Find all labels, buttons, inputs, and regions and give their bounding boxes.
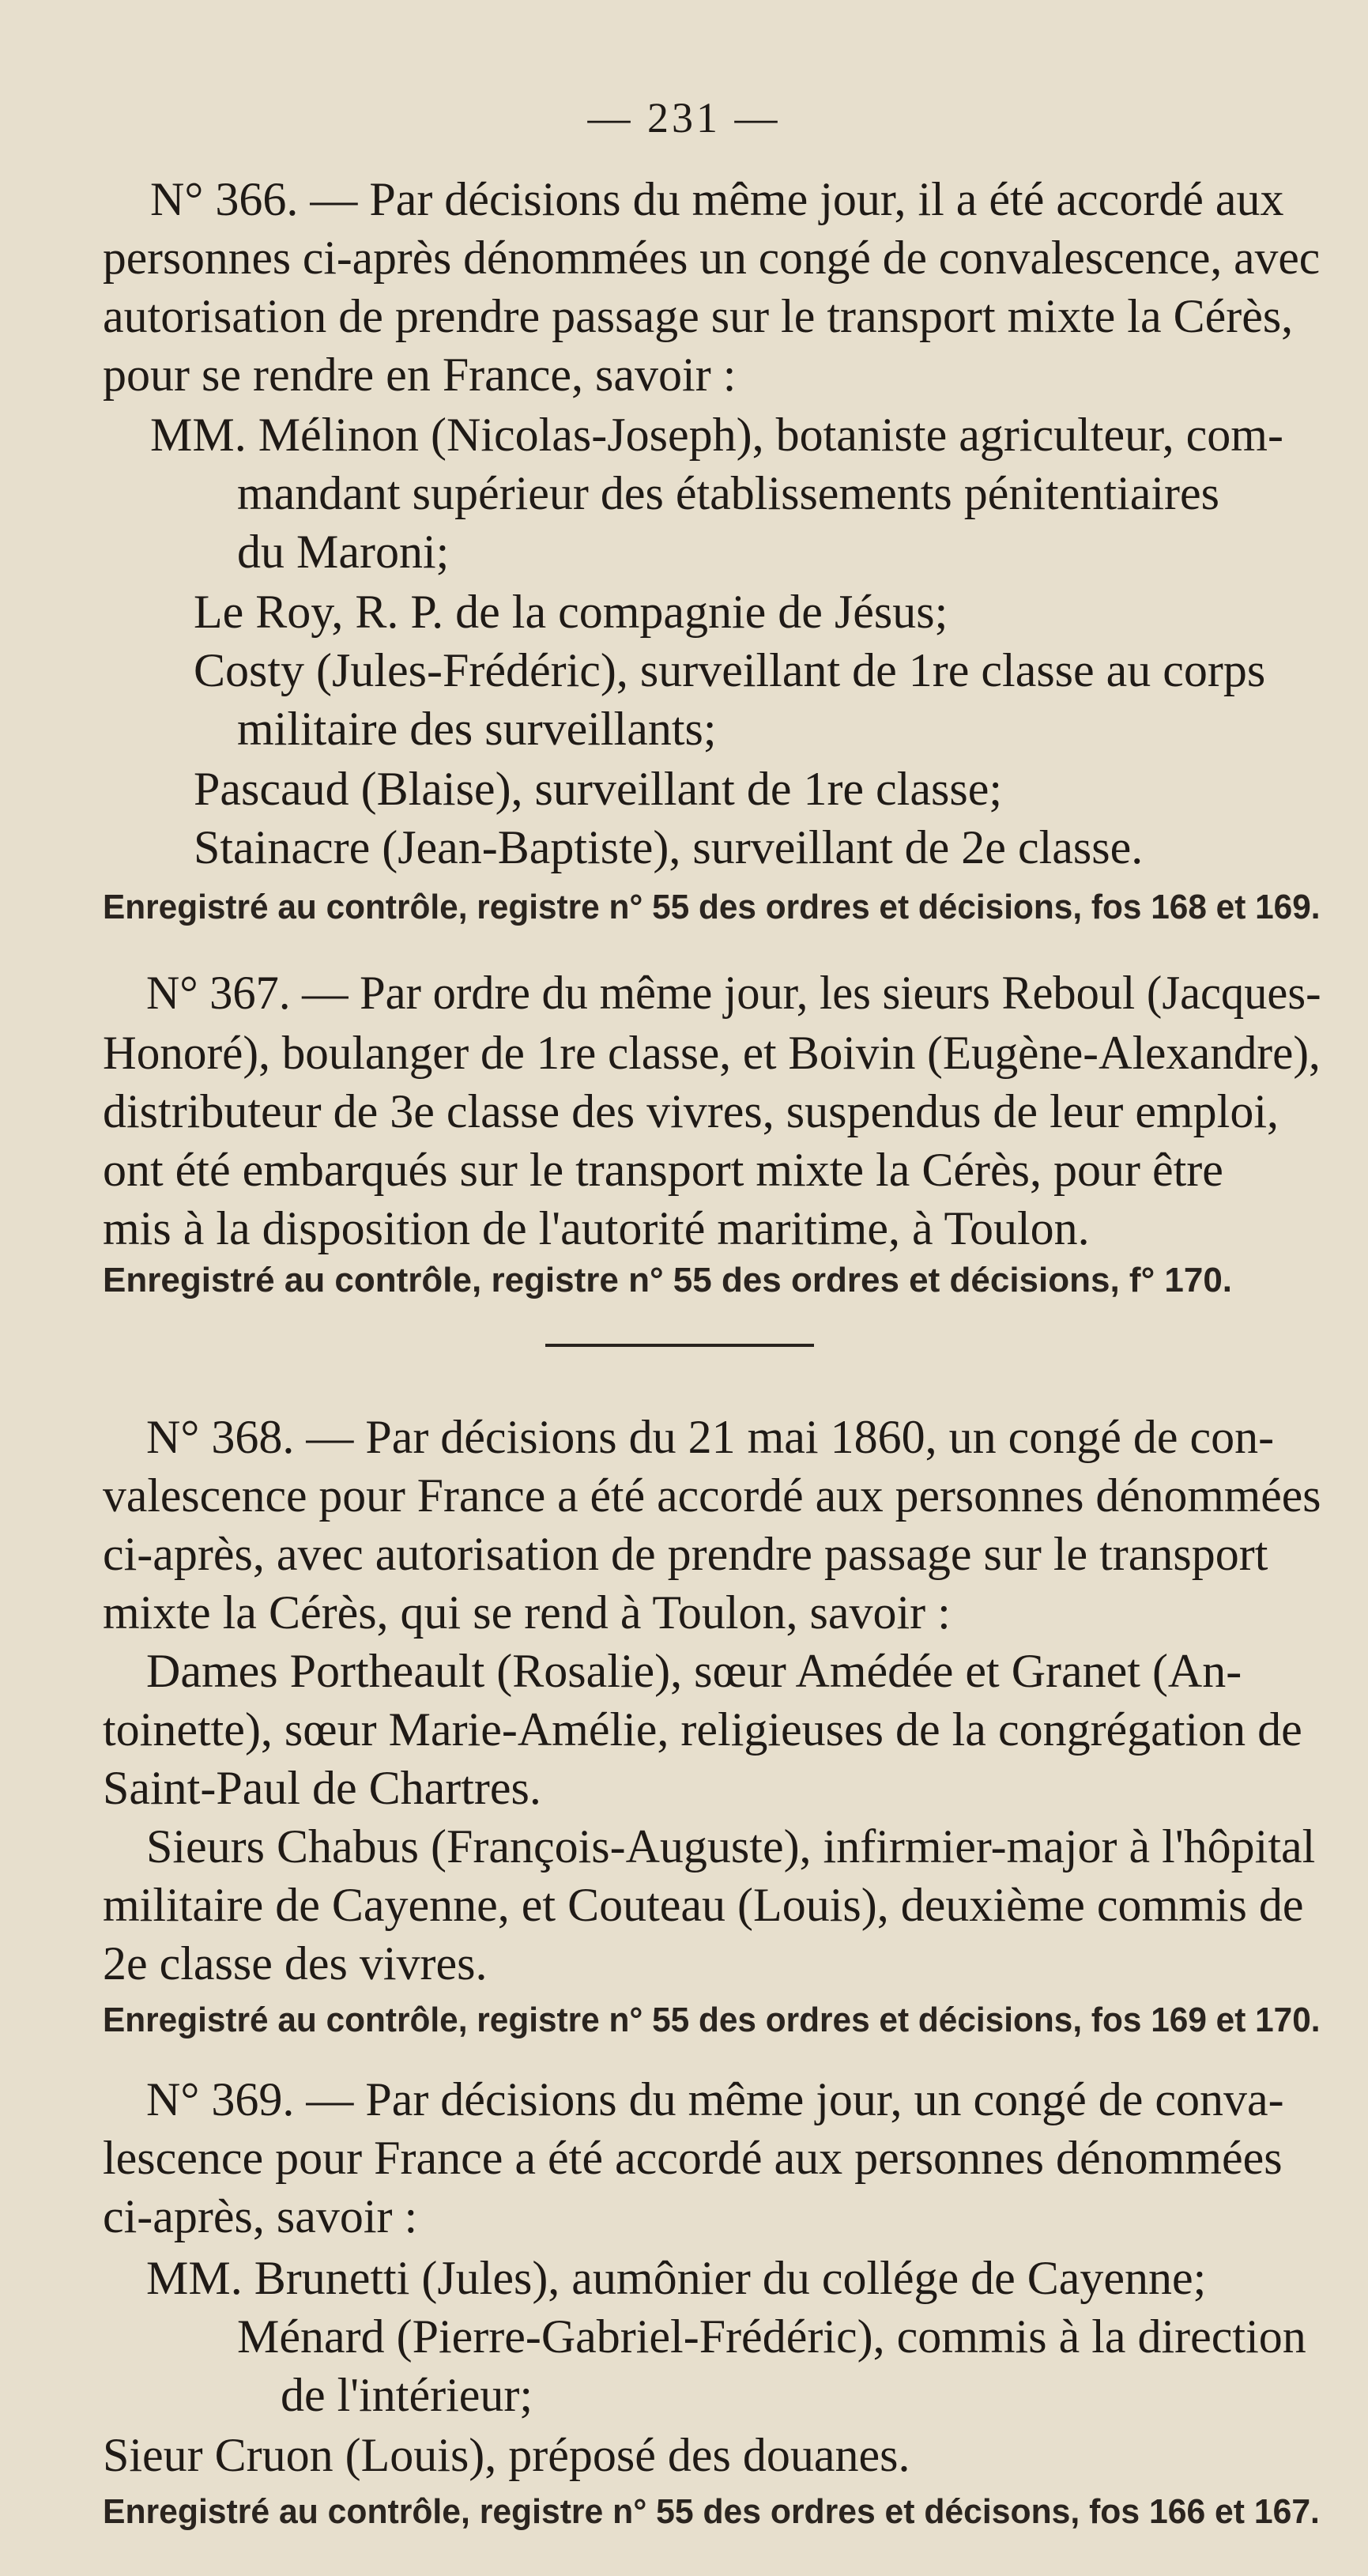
text-line: N° 369. — Par décisions du même jour, un congé de conva- (146, 2073, 1284, 2125)
text-line: Honoré), boulanger de 1re classe, et Boivin (Eugène-Alexandre), (103, 1027, 1321, 1079)
text-line: mis à la disposition de l'autorité maritime, à Toulon. (103, 1202, 1090, 1254)
text-line: Sieurs Chabus (François-Auguste), infirmier-major à l'hôpital (146, 1820, 1316, 1873)
register-note: Enregistré au contrôle, registre n° 55 des ordres et décisions, fos 168 et 169. (103, 888, 1321, 926)
page-number: — 231 — (587, 94, 781, 141)
text-line: valescence pour France a été accordé aux personnes dénommées (103, 1469, 1321, 1522)
text-line: ci-après, savoir : (103, 2190, 418, 2242)
text-line: Sieur Cruon (Louis), préposé des douanes. (103, 2429, 910, 2481)
text-line: de l'intérieur; (281, 2369, 533, 2421)
text-line: Costy (Jules-Frédéric), surveillant de 1re classe au corps (194, 644, 1266, 696)
text-line: autorisation de prendre passage sur le transport mixte la Cérès, (103, 290, 1294, 342)
text-line: Stainacre (Jean-Baptiste), surveillant de 2e classe. (194, 821, 1144, 873)
text-line: distributeur de 3e classe des vivres, suspendus de leur emploi, (103, 1085, 1279, 1137)
text-line: personnes ci-après dénommées un congé de convalescence, avec (103, 232, 1321, 284)
text-line: mixte la Cérès, qui se rend à Toulon, savoir : (103, 1586, 951, 1639)
register-note: Enregistré au contrôle, registre n° 55 des ordres et décisons, fos 166 et 167. (103, 2492, 1320, 2531)
text-line: pour se rendre en France, savoir : (103, 349, 737, 401)
text-line: toinette), sœur Marie-Amélie, religieuses de la congrégation de (103, 1703, 1302, 1756)
text-line: ci-après, avec autorisation de prendre passage sur le transport (103, 1528, 1268, 1580)
text-line: MM. Mélinon (Nicolas-Joseph), botaniste agriculteur, com- (150, 409, 1283, 461)
text-line: ont été embarqués sur le transport mixte la Cérès, pour être (103, 1144, 1223, 1196)
text-line: Dames Portheault (Rosalie), sœur Amédée et Granet (An- (146, 1645, 1242, 1697)
text-line: Pascaud (Blaise), surveillant de 1re classe; (194, 763, 1002, 815)
register-note: Enregistré au contrôle, registre n° 55 des ordres et décisions, fos 169 et 170. (103, 2001, 1321, 2039)
text-line: MM. Brunetti (Jules), aumônier du collége de Cayenne; (146, 2252, 1207, 2304)
register-note: Enregistré au contrôle, registre n° 55 des ordres et décisions, f° 170. (103, 1261, 1233, 1299)
text-line: N° 367. — Par ordre du même jour, les sieurs Reboul (Jacques- (146, 967, 1321, 1019)
text-line: militaire des surveillants; (237, 703, 717, 755)
section-divider (545, 1344, 814, 1347)
text-line: N° 366. — Par décisions du même jour, il a été accordé aux (150, 173, 1284, 225)
text-line: militaire de Cayenne, et Couteau (Louis), deuxième commis de (103, 1879, 1304, 1931)
text-line: du Maroni; (237, 526, 450, 578)
text-line: mandant supérieur des établissements pénitentiaires (237, 467, 1219, 519)
text-line: N° 368. — Par décisions du 21 mai 1860, un congé de con- (146, 1411, 1275, 1463)
text-line: 2e classe des vivres. (103, 1937, 488, 1990)
text-line: Le Roy, R. P. de la compagnie de Jésus; (194, 586, 948, 638)
text-line: lescence pour France a été accordé aux personnes dénommées (103, 2132, 1283, 2184)
text-line: Ménard (Pierre-Gabriel-Frédéric), commis à la direction (237, 2310, 1306, 2363)
text-line: Saint-Paul de Chartres. (103, 1762, 541, 1814)
